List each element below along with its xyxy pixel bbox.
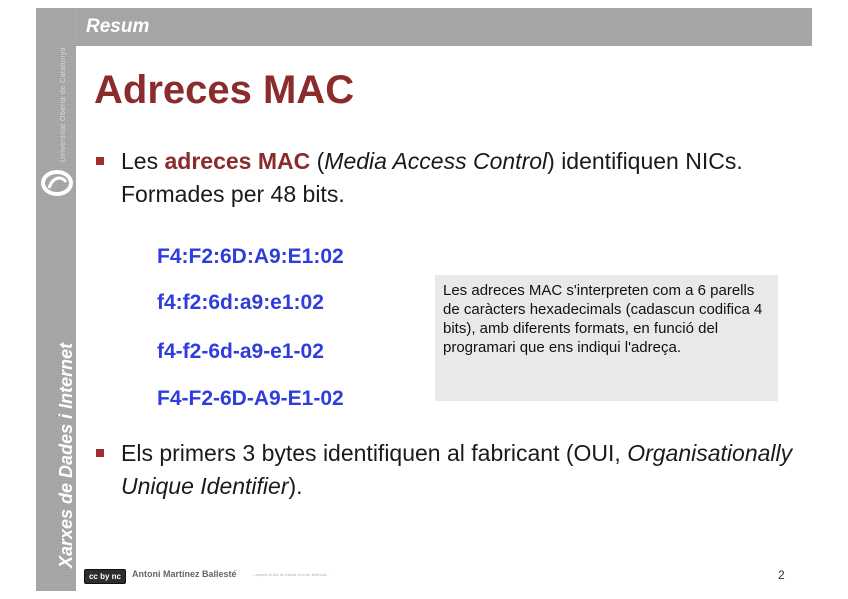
footer-fine-print: ...aquest el lloc de treball com de llicència... [252, 572, 330, 577]
term-expansion: Organisationally Unique Identifier [121, 440, 793, 499]
bullet-square-icon [96, 449, 104, 457]
term-expansion: Media Access Control [324, 148, 548, 174]
bullet-mac-definition [96, 145, 796, 211]
vertical-course-title: Xarxes de Dades i Internet [56, 342, 76, 568]
term-highlight: adreces MAC [164, 148, 311, 174]
mac-format-2: f4:f2:6d:a9:e1:02 [157, 291, 324, 314]
uoc-logo-icon [40, 168, 74, 198]
page-number: 2 [778, 568, 785, 582]
cc-license-icon: cc by nc sa [84, 569, 126, 584]
mac-format-3: f4-f2-6d-a9-e1-02 [157, 340, 324, 363]
section-label: Resum [86, 16, 150, 37]
author-name: Antoni Martínez Ballesté [132, 569, 237, 579]
note-box: Les adreces MAC s'interpreten com a 6 parells de caràcters hexadecimals (cadascun codifica 4 bits), amb diferents formats, en funció del programari que ens indiqui l'adreça. [435, 275, 778, 401]
mac-format-1: F4:F2:6D:A9:E1:02 [157, 245, 344, 268]
mac-format-4: F4-F2-6D-A9-E1-02 [157, 387, 344, 410]
header-bar [76, 8, 812, 46]
bullet-text: Els primers 3 bytes identifiquen al fabricant (OUI, Organisationally Unique Identifier). [121, 440, 793, 499]
bullet-text: Les adreces MAC (Media Access Control) identifiquen NICs. Formades per 48 bits. [121, 148, 743, 207]
university-name: Universitat Oberta de Catalunya [60, 46, 67, 162]
bullet-square-icon [96, 157, 104, 165]
slide-title: Adreces MAC [94, 68, 355, 112]
bullet-oui [96, 437, 796, 503]
